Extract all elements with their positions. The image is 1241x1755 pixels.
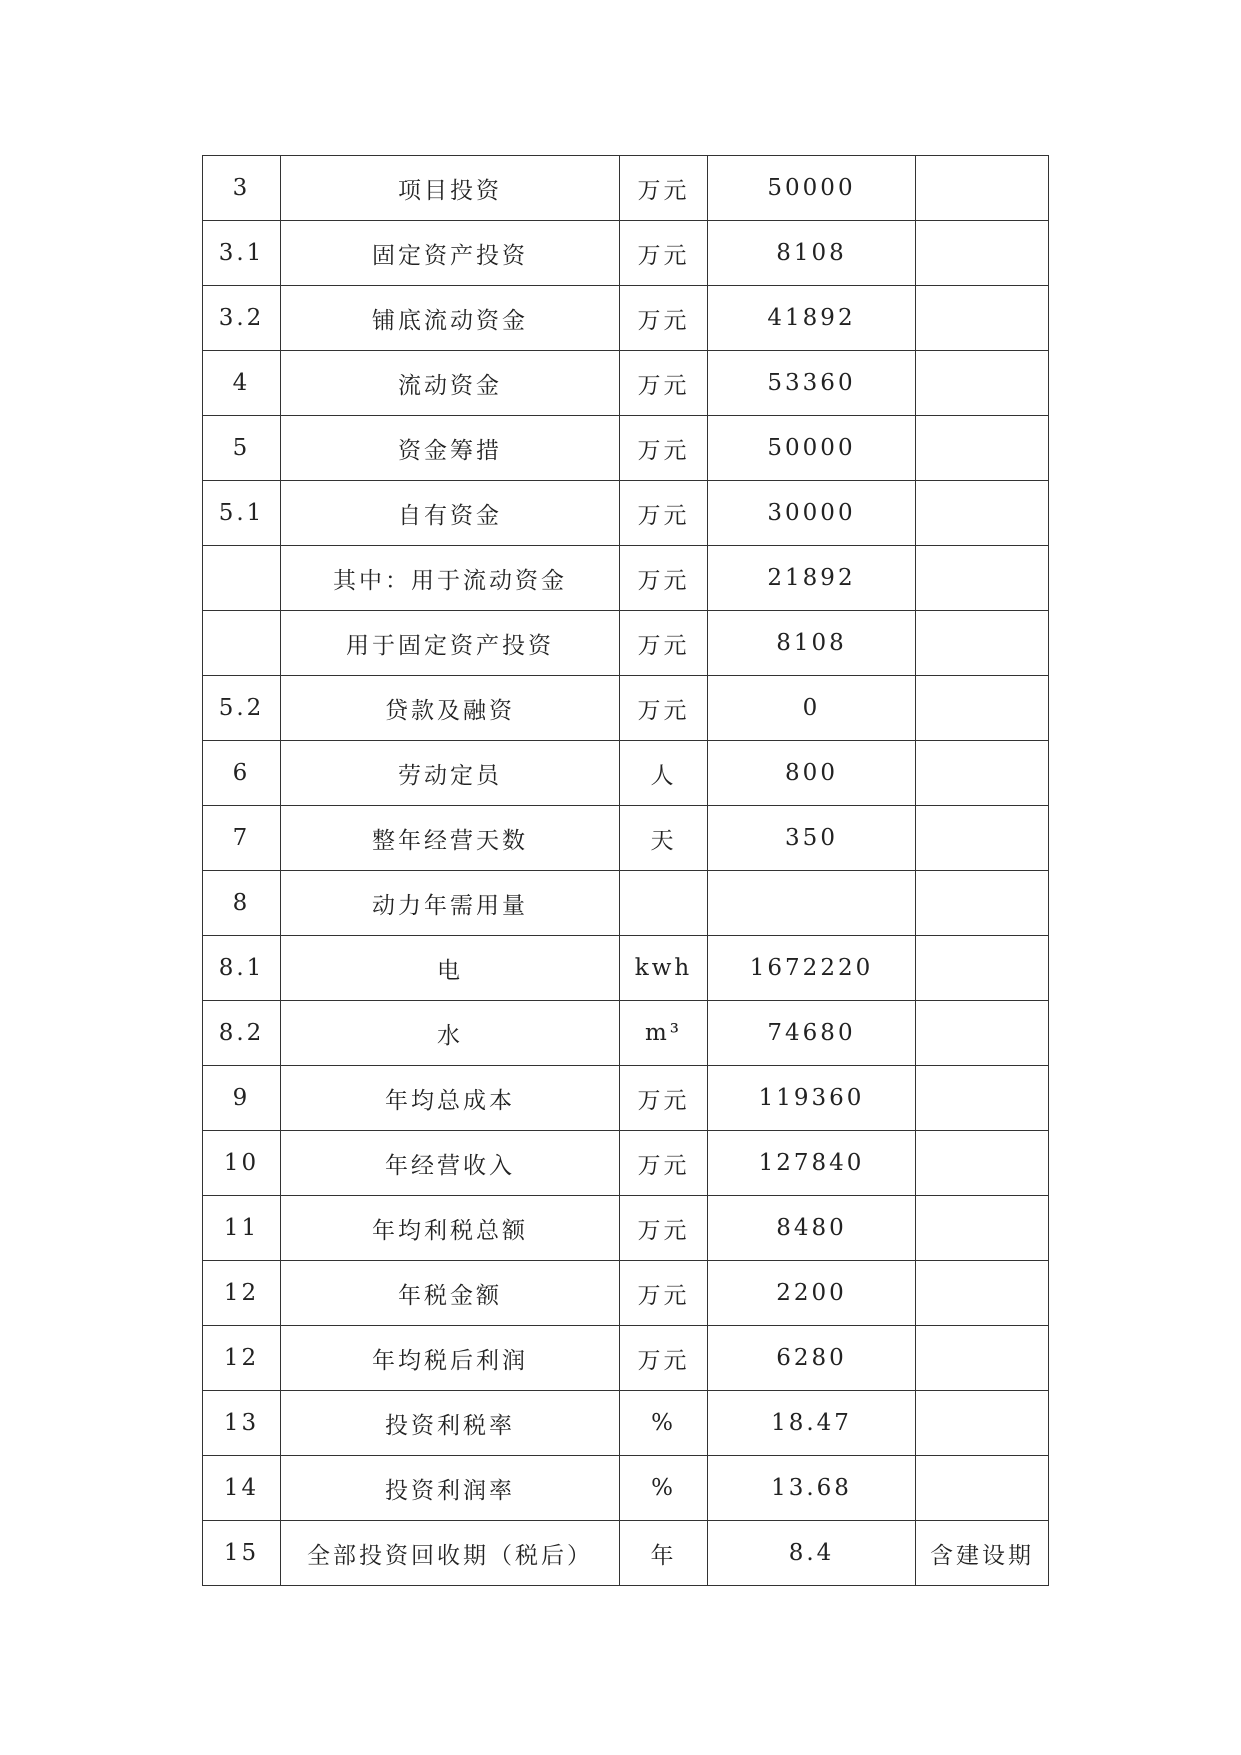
note [916, 1391, 1049, 1456]
value: 6280 [708, 1326, 916, 1391]
table-row [203, 416, 1049, 481]
value: 1672220 [708, 936, 916, 1001]
item-name: 劳动定员 [281, 741, 620, 806]
value: 74680 [708, 1001, 916, 1066]
note [916, 481, 1049, 546]
item-name: 贷款及融资 [281, 676, 620, 741]
indicator-table-body [203, 156, 1049, 1586]
unit: 天 [620, 806, 708, 871]
table-row [203, 221, 1049, 286]
note [916, 676, 1049, 741]
unit: 万元 [620, 676, 708, 741]
table-row [203, 741, 1049, 806]
value: 8.4 [708, 1521, 916, 1586]
item-name: 自有资金 [281, 481, 620, 546]
row-number [203, 611, 281, 676]
table-row [203, 546, 1049, 611]
note [916, 286, 1049, 351]
table-row [203, 1131, 1049, 1196]
unit: 万元 [620, 1131, 708, 1196]
item-name: 年均总成本 [281, 1066, 620, 1131]
note [916, 1261, 1049, 1326]
item-name: 其中：用于流动资金 [281, 546, 620, 611]
value: 8108 [708, 611, 916, 676]
unit: 万元 [620, 481, 708, 546]
item-name: 整年经营天数 [281, 806, 620, 871]
unit: 万元 [620, 1066, 708, 1131]
unit: 万元 [620, 351, 708, 416]
note [916, 1456, 1049, 1521]
unit: 万元 [620, 156, 708, 221]
table-row [203, 156, 1049, 221]
note [916, 806, 1049, 871]
row-number: 3 [203, 156, 281, 221]
row-number: 14 [203, 1456, 281, 1521]
value: 350 [708, 806, 916, 871]
note [916, 611, 1049, 676]
note [916, 1326, 1049, 1391]
row-number: 8.2 [203, 1001, 281, 1066]
item-name: 电 [281, 936, 620, 1001]
item-name: 年均税后利润 [281, 1326, 620, 1391]
item-name: 流动资金 [281, 351, 620, 416]
row-number: 6 [203, 741, 281, 806]
unit: 万元 [620, 286, 708, 351]
row-number: 4 [203, 351, 281, 416]
value [708, 871, 916, 936]
note [916, 741, 1049, 806]
note [916, 871, 1049, 936]
unit: 万元 [620, 221, 708, 286]
row-number: 8 [203, 871, 281, 936]
value: 53360 [708, 351, 916, 416]
table-row [203, 1326, 1049, 1391]
table-row [203, 1196, 1049, 1261]
value: 800 [708, 741, 916, 806]
row-number: 5.1 [203, 481, 281, 546]
unit: 人 [620, 741, 708, 806]
note [916, 1131, 1049, 1196]
item-name: 动力年需用量 [281, 871, 620, 936]
note [916, 1001, 1049, 1066]
unit: % [620, 1391, 708, 1456]
item-name: 用于固定资产投资 [281, 611, 620, 676]
value: 127840 [708, 1131, 916, 1196]
item-name: 资金筹措 [281, 416, 620, 481]
item-name: 项目投资 [281, 156, 620, 221]
item-name: 投资利润率 [281, 1456, 620, 1521]
table-row [203, 286, 1049, 351]
indicator-table [202, 155, 1049, 1586]
row-number: 11 [203, 1196, 281, 1261]
row-number: 8.1 [203, 936, 281, 1001]
unit: 万元 [620, 611, 708, 676]
row-number [203, 546, 281, 611]
note [916, 1196, 1049, 1261]
row-number: 3.1 [203, 221, 281, 286]
row-number: 13 [203, 1391, 281, 1456]
value: 18.47 [708, 1391, 916, 1456]
table-row [203, 481, 1049, 546]
table-row [203, 1521, 1049, 1586]
table-row [203, 1001, 1049, 1066]
value: 30000 [708, 481, 916, 546]
table-row [203, 871, 1049, 936]
value: 41892 [708, 286, 916, 351]
item-name: 年均利税总额 [281, 1196, 620, 1261]
note [916, 221, 1049, 286]
value: 0 [708, 676, 916, 741]
note [916, 351, 1049, 416]
unit: 万元 [620, 1261, 708, 1326]
note [916, 1066, 1049, 1131]
row-number: 10 [203, 1131, 281, 1196]
item-name: 水 [281, 1001, 620, 1066]
unit: 万元 [620, 1196, 708, 1261]
value: 50000 [708, 156, 916, 221]
table-row [203, 1456, 1049, 1521]
value: 50000 [708, 416, 916, 481]
value: 2200 [708, 1261, 916, 1326]
unit: 万元 [620, 416, 708, 481]
row-number: 5.2 [203, 676, 281, 741]
item-name: 全部投资回收期（税后） [281, 1521, 620, 1586]
value: 13.68 [708, 1456, 916, 1521]
unit: % [620, 1456, 708, 1521]
row-number: 15 [203, 1521, 281, 1586]
row-number: 12 [203, 1261, 281, 1326]
note: 含建设期 [916, 1521, 1049, 1586]
item-name: 铺底流动资金 [281, 286, 620, 351]
row-number: 9 [203, 1066, 281, 1131]
note [916, 546, 1049, 611]
unit: 年 [620, 1521, 708, 1586]
item-name: 年税金额 [281, 1261, 620, 1326]
note [916, 936, 1049, 1001]
item-name: 投资利税率 [281, 1391, 620, 1456]
table-row [203, 936, 1049, 1001]
unit: kwh [620, 936, 708, 1001]
row-number: 5 [203, 416, 281, 481]
unit: 万元 [620, 546, 708, 611]
table-row [203, 806, 1049, 871]
value: 119360 [708, 1066, 916, 1131]
value: 8480 [708, 1196, 916, 1261]
value: 8108 [708, 221, 916, 286]
table-row [203, 611, 1049, 676]
table-row [203, 1261, 1049, 1326]
table-row [203, 1391, 1049, 1456]
table-row [203, 676, 1049, 741]
row-number: 3.2 [203, 286, 281, 351]
table-row [203, 1066, 1049, 1131]
note [916, 416, 1049, 481]
item-name: 固定资产投资 [281, 221, 620, 286]
item-name: 年经营收入 [281, 1131, 620, 1196]
unit: 万元 [620, 1326, 708, 1391]
row-number: 7 [203, 806, 281, 871]
unit [620, 871, 708, 936]
note [916, 156, 1049, 221]
row-number: 12 [203, 1326, 281, 1391]
table-row [203, 351, 1049, 416]
unit: m³ [620, 1001, 708, 1066]
value: 21892 [708, 546, 916, 611]
